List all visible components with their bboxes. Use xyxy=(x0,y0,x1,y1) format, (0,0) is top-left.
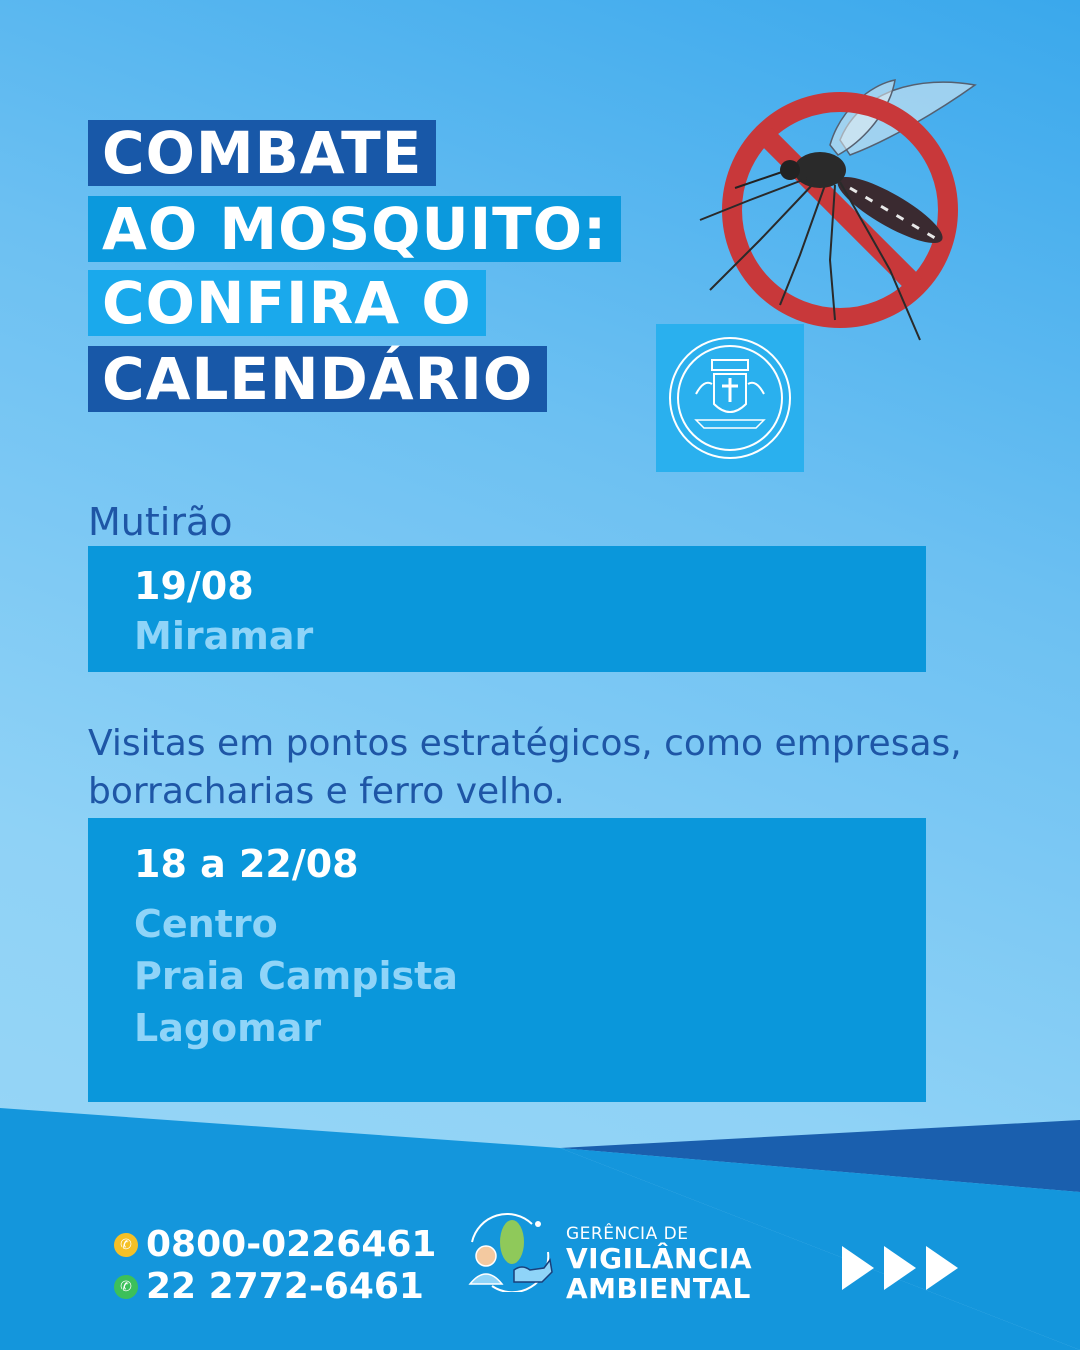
visitas-place: Lagomar xyxy=(134,1006,322,1050)
phone-icon: ✆ xyxy=(114,1233,138,1257)
visitas-place: Centro xyxy=(134,902,278,946)
phone-number-2: 22 2772-6461 xyxy=(146,1266,424,1307)
visitas-card xyxy=(88,818,926,1102)
arrow-icon xyxy=(884,1246,916,1290)
mosquito-prohibited-icon xyxy=(690,70,990,350)
arrow-icon xyxy=(926,1246,958,1290)
mutirao-label: Mutirão xyxy=(88,500,233,544)
mutirao-card xyxy=(88,546,926,672)
arrow-icon xyxy=(842,1246,874,1290)
vigilancia-text xyxy=(566,1224,752,1304)
title-line-1: COMBATE xyxy=(88,120,436,186)
phone-number-1: 0800-0226461 xyxy=(146,1224,437,1265)
next-arrows-icon[interactable] xyxy=(842,1246,958,1290)
phone-row-1[interactable] xyxy=(114,1224,436,1265)
org-line-1: VIGILÂNCIA xyxy=(566,1242,753,1275)
vigilancia-logo-icon xyxy=(452,1212,562,1292)
visitas-place: Praia Campista xyxy=(134,954,458,998)
mutirao-place: Miramar xyxy=(134,614,314,658)
visitas-date: 18 a 22/08 xyxy=(134,842,359,886)
title-line-3: CONFIRA O xyxy=(88,270,486,336)
title-line-4: CALENDÁRIO xyxy=(88,346,547,412)
city-crest-icon xyxy=(656,324,804,472)
visitas-label: Visitas em pontos estratégicos, como empresas, borracharias e ferro velho. xyxy=(88,723,962,812)
org-small: GERÊNCIA DE xyxy=(566,1224,689,1244)
title-line-2: AO MOSQUITO: xyxy=(88,196,621,262)
mutirao-date: 19/08 xyxy=(134,564,254,608)
org-line-2: AMBIENTAL xyxy=(566,1272,751,1305)
phone-row-2[interactable] xyxy=(114,1266,424,1307)
whatsapp-icon: ✆ xyxy=(114,1275,138,1299)
